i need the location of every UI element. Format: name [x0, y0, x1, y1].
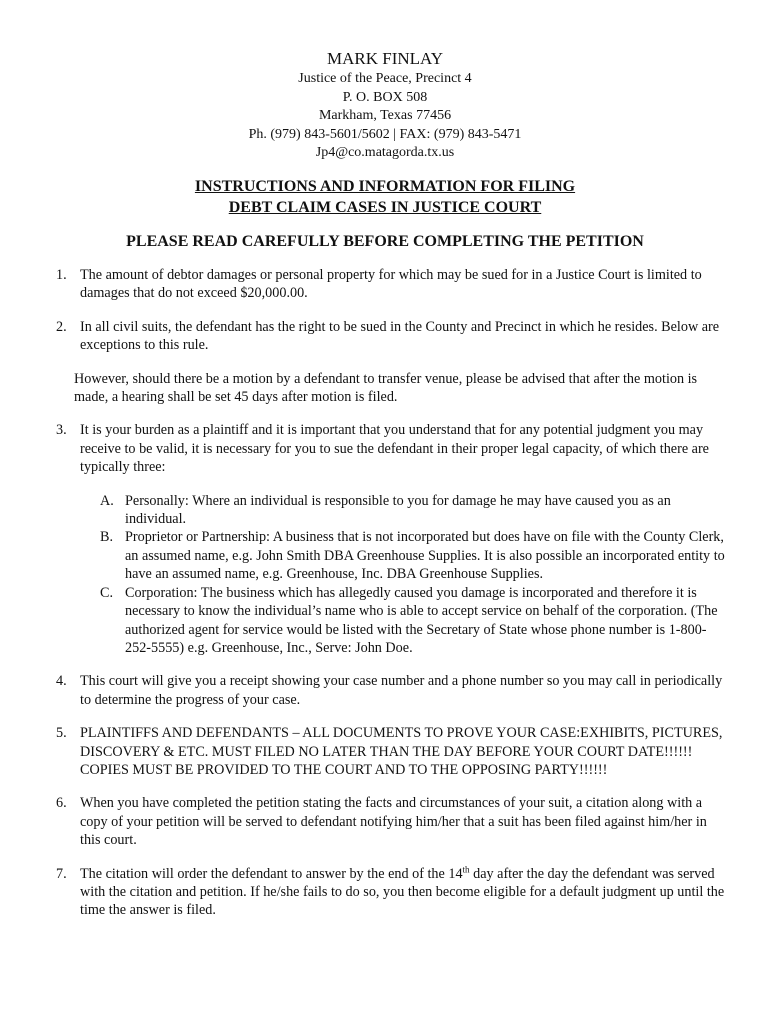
instructions-list: [56, 266, 726, 935]
item-number: 2.: [56, 318, 67, 335]
email-address: Jp4@co.matagorda.tx.us: [315, 145, 455, 160]
title-line-2: DEBT CLAIM CASES IN JUSTICE COURT: [228, 199, 542, 216]
item-number: 4.: [56, 673, 67, 690]
item-text-end: day after the day the defendant was served with the citation and petition. If he/she fails to do so, you then become eligible for a default judgment up until the time the answer is filed.: [80, 865, 725, 919]
item-text: This court will give you a receipt showing your case number and a phone number so you may call in periodically to determine the progress of your case.: [80, 673, 723, 708]
city-address: Markham, Texas 77456: [318, 108, 452, 123]
document-subtitle: PLEASE READ CAREFULLY BEFORE COMPLETING THE PETITION: [126, 233, 644, 250]
po-box: P. O. BOX 508: [342, 89, 428, 105]
list-item: [56, 318, 726, 355]
item-text-start: The citation will order the defendant to answer by the end of the 14: [80, 865, 463, 882]
item-number: 1.: [56, 267, 67, 283]
list-item: [56, 421, 726, 476]
item-text: PLAINTIFFS AND DEFENDANTS – ALL DOCUMENTS TO PROVE YOUR CASE:EXHIBITS, PICTURES, DISCOVERY & ETC. MUST FILED NO LATER THAN THE DAY BEFORE YOUR COURT DATE!!!!!! COPIES MUST BE PROVIDED TO THE COURT AND TO THE OPPOSING PARTY!!!!!!: [80, 725, 723, 778]
legal-capacity-list: [100, 492, 726, 658]
sub-item: [100, 528, 726, 583]
phone-fax: Ph. (979) 843-5601/5602 | FAX: (979) 843-5471: [248, 126, 522, 142]
item-text: [80, 865, 726, 920]
title-line-1: INSTRUCTIONS AND INFORMATION FOR FILING: [194, 178, 576, 195]
sub-item: [100, 584, 726, 658]
ordinal-suffix: th: [462, 863, 470, 874]
list-item: [56, 865, 726, 920]
venue-note: However, should there be a motion by a defendant to transfer venue, please be advised that after the motion is made, a hearing shall be set 45 days after motion is filed.: [74, 370, 698, 406]
item-number: 3.: [56, 422, 67, 439]
item-text: It is your burden as a plaintiff and it is important that you understand that for any potential judgment you may receive to be valid, it is necessary for you to sue the defendant in their proper legal capacity, of which there are typically three:: [80, 422, 709, 476]
list-item: [56, 266, 726, 303]
sub-item: [100, 492, 726, 529]
letterhead: [0, 48, 770, 163]
sub-item-text: Corporation: The business which has allegedly caused you damage is incorporated and therefore it is necessary to know the individual’s name who is able to accept service on behalf of the corporation. (The authorized agent for service would be listed with the Secretary of State whose phone number is 1-800-252-5555) e.g. Greenhouse, Inc., Serve: John Doe.: [125, 584, 718, 656]
list-item: [56, 724, 726, 779]
list-item: [56, 794, 726, 849]
item-text: When you have completed the petition stating the facts and circumstances of your suit, a citation along with a copy of your petition will be served to defendant notifying him/her that a suit has been filed against him/her in this court.: [80, 795, 707, 849]
sub-item-text: Proprietor or Partnership: A business that is not incorporated but does have on file with the County Clerk, an assumed name, e.g. John Smith DBA Greenhouse Supplies. It is also possible an incorporated entity to have an assumed name, e.g. Greenhouse, Inc. DBA Greenhouse Supplies.: [125, 529, 725, 583]
item-text: In all civil suits, the defendant has the right to be sued in the County and Precinct in which he resides. Below are exceptions to this rule.: [80, 318, 720, 354]
sub-item-label: A.: [100, 492, 114, 509]
document-title: [0, 176, 770, 218]
sub-item-label: C.: [100, 584, 114, 601]
judge-name: MARK FINLAY: [326, 49, 444, 68]
list-item: [56, 672, 726, 709]
sub-item-text: Personally: Where an individual is responsible to you for damage he may have caused you as an individual.: [125, 492, 671, 528]
office-title: Justice of the Peace, Precinct 4: [298, 71, 472, 86]
item-number: 6.: [56, 795, 67, 812]
item-text: The amount of debtor damages or personal property for which may be sued for in a Justice Court is limited to damages that do not exceed $20,000.00.: [80, 267, 702, 302]
item-number: 5.: [56, 725, 67, 742]
item-number: 7.: [56, 865, 67, 882]
sub-item-label: B.: [100, 529, 114, 546]
